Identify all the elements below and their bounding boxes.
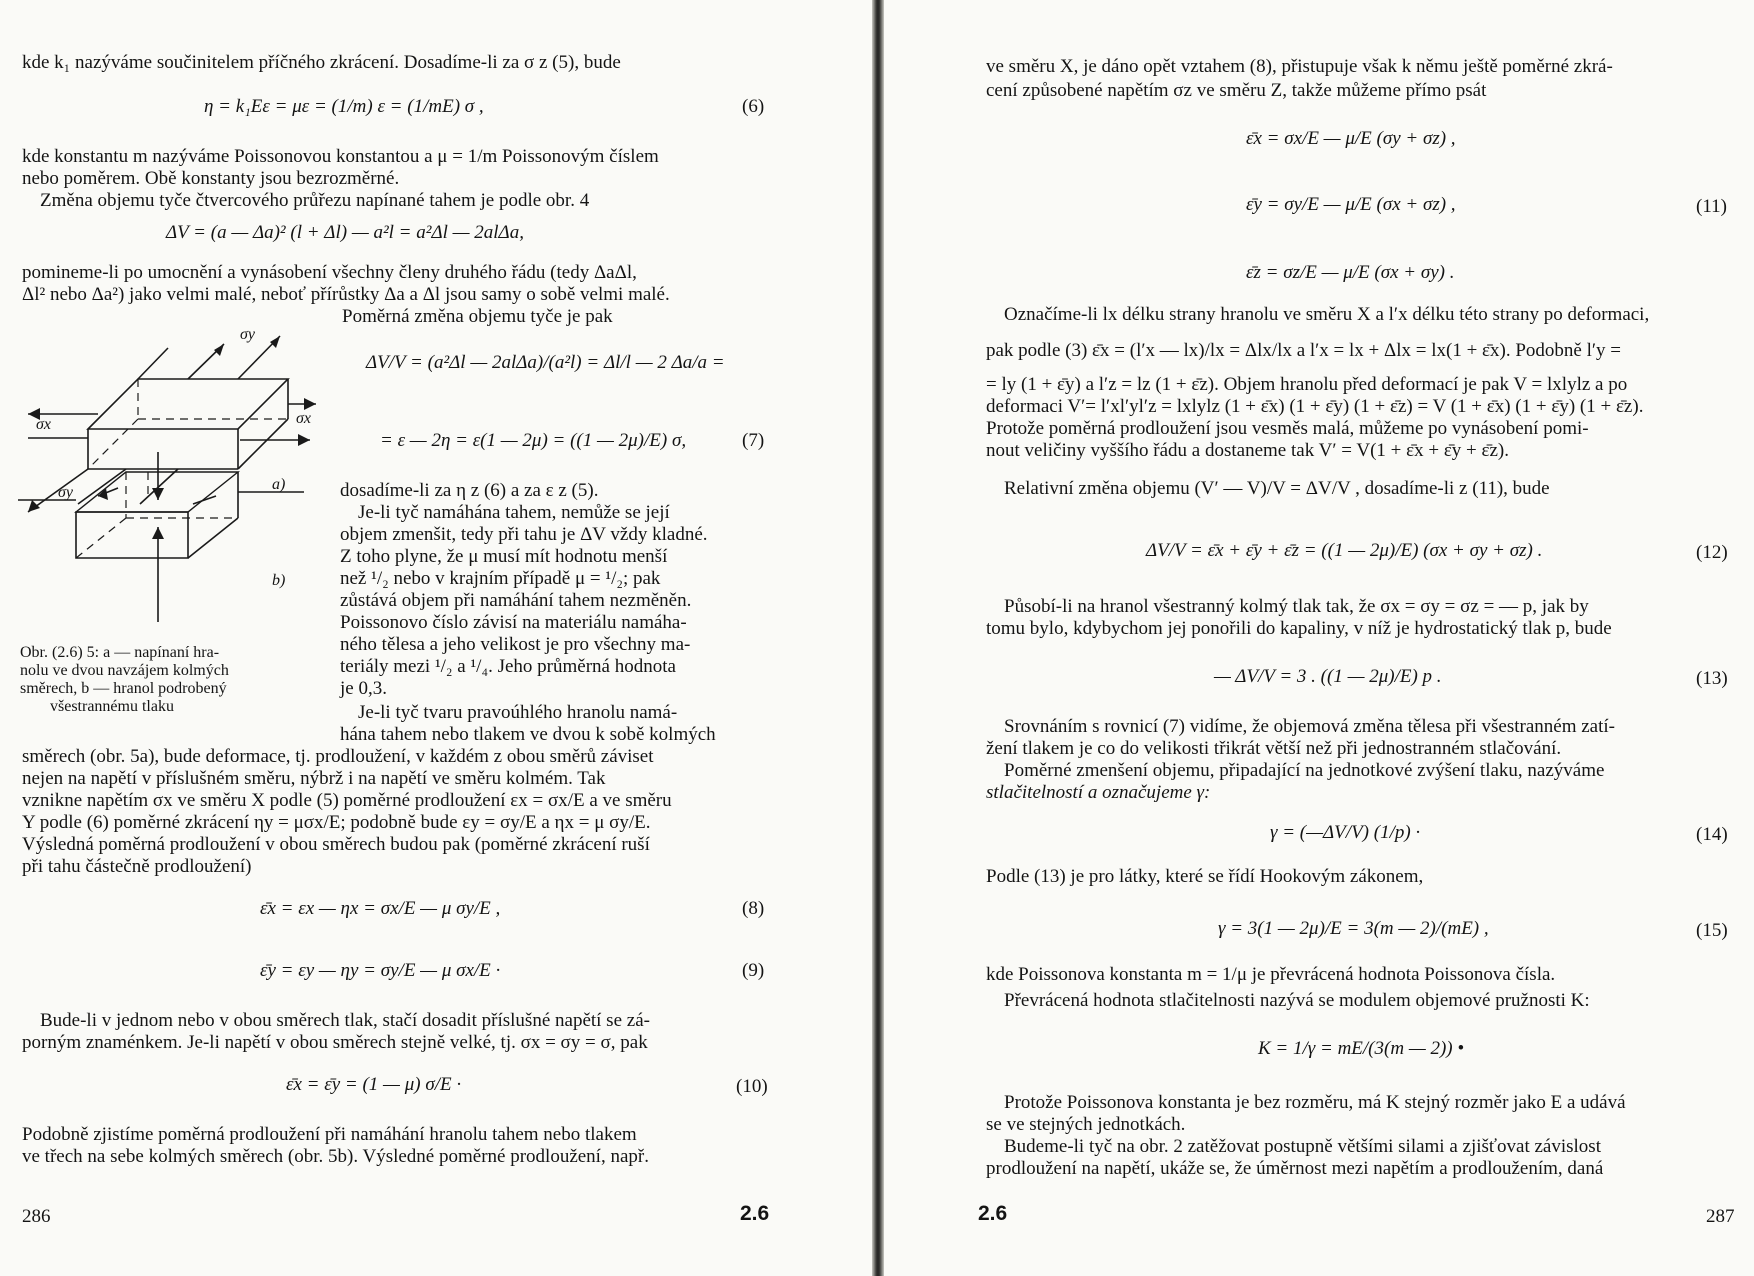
label-sigma-y-bottom: σy (58, 484, 73, 501)
text-line: při tahu částečně prodloužení) (22, 856, 252, 877)
equation-13: — ΔV/V = 3 . ((1 — 2μ)/E) p . (1214, 666, 1442, 687)
text-line: zůstává objem při namáhání tahem nezměněn. (340, 590, 692, 611)
equation-7a: ΔV/V = (a²Δl — 2alΔa)/(a²l) = Δl/l — 2 Δa/a = (366, 352, 725, 373)
equation-number-11: (11) (1696, 196, 1727, 217)
text-line: Relativní změna objemu (V′ — V)/V = ΔV/V , dosadíme-li z (11), bude (1004, 478, 1550, 499)
equation-12: ΔV/V = ε̄x + ε̄y + ε̄z = ((1 — 2μ)/E) (σx + σy + σz) . (1146, 540, 1543, 561)
text-line: Je-li tyč namáhána tahem, nemůže se její (358, 502, 670, 523)
equation-delta-v: ΔV = (a — Δa)² (l + Δl) — a²l = a²Δl — 2alΔa, (166, 222, 524, 243)
text-line: ve směru X, je dáno opět vztahem (8), přistupuje však k němu ještě poměrné zkrá- (986, 56, 1613, 77)
figure-caption-line: všestrannému tlaku (50, 698, 174, 715)
text-line: Protože Poissonova konstanta je bez rozměru, má K stejný rozměr jako E a udává (1004, 1092, 1626, 1113)
text-line: pomineme-li po umocnění a vynásobení všechny členy druhého řádu (tedy ΔaΔl, (22, 262, 637, 283)
text-line: Převrácená hodnota stlačitelnosti nazývá se modulem objemové pružnosti K: (1004, 990, 1590, 1011)
text-line: Označíme-li lx délku strany hranolu ve směru X a l′x délku této strany po deformaci, (1004, 304, 1650, 325)
equation-number-10: (10) (736, 1076, 768, 1097)
text-line: je 0,3. (340, 678, 387, 699)
equation-number-9: (9) (742, 960, 765, 981)
equation-11a: ε̄x = σx/E — μ/E (σy + σz) , (1246, 128, 1456, 149)
equation-number-12: (12) (1696, 542, 1728, 563)
label-sigma-x-left: σx (36, 416, 51, 433)
equation-7b: = ε — 2η = ε(1 — 2μ) = ((1 — 2μ)/E) σ, (380, 430, 687, 451)
text-line: objem zmenšit, tedy při tahu je ΔV vždy kladné. (340, 524, 708, 545)
text-line: Podle (13) je pro látky, které se řídí Hookovým zákonem, (986, 866, 1424, 887)
text-line: vznikne napětím σx ve směru X podle (5) poměrné prodloužení εx = σx/E a ve směru (22, 790, 672, 811)
text-line: hána tahem nebo tlakem ve dvou k sobě kolmých (340, 724, 716, 745)
text-line: Podobně zjistíme poměrná prodloužení při namáhání hranolu tahem nebo tlakem (22, 1124, 637, 1145)
text-line: Δl² nebo Δa²) jako velmi malé, neboť přírůstky Δa a Δl jsou samy o sobě velmi malé. (22, 284, 670, 305)
text-line: Poměrná změna objemu tyče je pak (342, 306, 613, 327)
right-page (884, 0, 1754, 1276)
text-line: Protože poměrná prodloužení jsou vesměs malá, můžeme po vynásobení pomi- (986, 418, 1589, 439)
text-line: cení způsobené napětím σz ve směru Z, takže můžeme přímo psát (986, 80, 1487, 101)
label-sigma-y-top: σy (240, 326, 255, 343)
text-line: Budeme-li tyč na obr. 2 zatěžovat postupně většími silami a zjišťovat závislost (1004, 1136, 1601, 1157)
text-line: nebo poměrem. Obě konstanty jsou bezrozměrné. (22, 168, 400, 189)
text-line: kde konstantu m nazýváme Poissonovou konstantou a μ = 1/m Poissonovým číslem (22, 146, 659, 167)
equation-number-6: (6) (742, 96, 765, 117)
text-line: nejen na napětí v příslušném směru, nýbrž i na napětí ve směru kolmém. Tak (22, 768, 606, 789)
figure-caption-line: nolu ve dvou navzájem kolmých (20, 662, 229, 679)
text-line: Změna objemu tyče čtvercového průřezu napínané tahem je podle obr. 4 (40, 190, 590, 211)
left-page (0, 0, 872, 1276)
text-line: kde k₁ nazýváme součinitelem příčného zkrácení. Dosadíme-li za σ z (5), bude (22, 52, 621, 73)
equation-number-15: (15) (1696, 920, 1728, 941)
book-spine (872, 0, 884, 1276)
text-line: nout veličiny vyššího řádu a dostaneme tak V′ = V(1 + ε̄x + ε̄y + ε̄z). (986, 440, 1510, 461)
section-number: 2.6 (740, 1202, 770, 1225)
text-line: Je-li tyč tvaru pravoúhlého hranolu namá- (358, 702, 678, 723)
text-line: Působí-li na hranol všestranný kolmý tlak tak, že σx = σy = σz = — p, jak by (1004, 596, 1589, 617)
label-a: a) (272, 476, 286, 493)
equation-10: ε̄x = ε̄y = (1 — μ) σ/E · (286, 1074, 462, 1095)
page-number: 286 (22, 1206, 51, 1227)
text-line: Srovnáním s rovnicí (7) vidíme, že objemová změna tělesa při všestranném zatí- (1004, 716, 1615, 737)
equation-6: η = k₁Eε = με = (1/m) ε = (1/mE) σ , (204, 96, 484, 117)
text-line: kde Poissonova konstanta m = 1/μ je převrácená hodnota Poissonova čísla. (986, 964, 1556, 985)
text-line: Výsledná poměrná prodloužení v obou směrech budou pak (poměrné zkrácení ruší (22, 834, 650, 855)
label-sigma-x-right: σx (296, 410, 311, 427)
page-number: 287 (1706, 1206, 1735, 1227)
text-line: Bude-li v jednom nebo v obou směrech tlak, stačí dosadit příslušné napětí se zá- (40, 1010, 650, 1031)
text-line: teriály mezi ¹/₂ a ¹/₄. Jeho průměrná hodnota (340, 656, 676, 677)
section-number: 2.6 (978, 1202, 1008, 1225)
text-line: Poissonovo číslo závisí na materiálu namáha- (340, 612, 687, 633)
equation-number-8: (8) (742, 898, 765, 919)
text-line: než ¹/₂ nebo v krajním případě μ = ¹/₂; pak (340, 568, 661, 589)
text-line: = ly (1 + ε̄y) a l′z = lz (1 + ε̄z). Objem hranolu před deformací je pak V = lxlylz a po (986, 374, 1628, 395)
text-line: směrech (obr. 5a), bude deformace, tj. prodloužení, v každém z obou směrů záviset (22, 746, 654, 767)
figure-caption-line: směrech, b — hranol podrobený (20, 680, 227, 697)
text-line: Y podle (6) poměrné zkrácení ηy = μσx/E; podobně bude εy = σy/E a ηx = μ σy/E. (22, 812, 651, 833)
equation-k: K = 1/γ = mE/(3(m — 2)) • (1258, 1038, 1465, 1059)
text-line: se ve stejných jednotkách. (986, 1114, 1186, 1135)
text-line: tomu bylo, kdybychom jej ponořili do kapaliny, v níž je hydrostatický tlak p, bude (986, 618, 1612, 639)
equation-number-14: (14) (1696, 824, 1728, 845)
text-line: Poměrné zmenšení objemu, připadající na jednotkové zvýšení tlaku, nazýváme (1004, 760, 1605, 781)
figure-caption-line: Obr. (2.6) 5: a — napínaní hra- (20, 644, 220, 661)
text-line: ve třech na sebe kolmých směrech (obr. 5b). Výsledné poměrné prodloužení, např. (22, 1146, 649, 1167)
text-line: Z toho plyne, že μ musí mít hodnotu menší (340, 546, 668, 567)
equation-number-7: (7) (742, 430, 765, 451)
text-line: stlačitelností a označujeme γ: (986, 782, 1211, 803)
text-line: dosadíme-li za η z (6) a za ε z (5). (340, 480, 599, 501)
text-line: žení tlakem je co do velikosti třikrát větší než při jednostranném stlačování. (986, 738, 1562, 759)
equation-11b: ε̄y = σy/E — μ/E (σx + σz) , (1246, 194, 1456, 215)
equation-number-13: (13) (1696, 668, 1728, 689)
text-line: porným znaménkem. Je-li napětí v obou směrech stejně velké, tj. σx = σy = σ, pak (22, 1032, 648, 1053)
equation-15: γ = 3(1 — 2μ)/E = 3(m — 2)/(mE) , (1218, 918, 1489, 939)
text-line: deformaci V′= l′xl′yl′z = lxlylz (1 + ε̄x) (1 + ε̄y) (1 + ε̄z) = V (1 + ε̄x) (1 + ε̄y) (1 + ε̄z). (986, 396, 1644, 417)
text-line: ného tělesa a jeho velikost je pro všechny ma- (340, 634, 691, 655)
label-b: b) (272, 572, 286, 589)
equation-8: ε̄x = εx — ηx = σx/E — μ σy/E , (260, 898, 501, 919)
equation-11c: ε̄z = σz/E — μ/E (σx + σy) . (1246, 262, 1455, 283)
equation-14: γ = (—ΔV/V) (1/p) · (1270, 822, 1421, 843)
text-line: pak podle (3) ε̄x = (l′x — lx)/lx = Δlx/lx a l′x = lx + Δlx = lx(1 + ε̄x). Podobně l′y = (986, 340, 1622, 361)
text-line: prodloužení na napětí, ukáže se, že úměrnost mezi napětím a prodloužením, daná (986, 1158, 1604, 1179)
equation-9: ε̄y = εy — ηy = σy/E — μ σx/E · (260, 960, 501, 981)
